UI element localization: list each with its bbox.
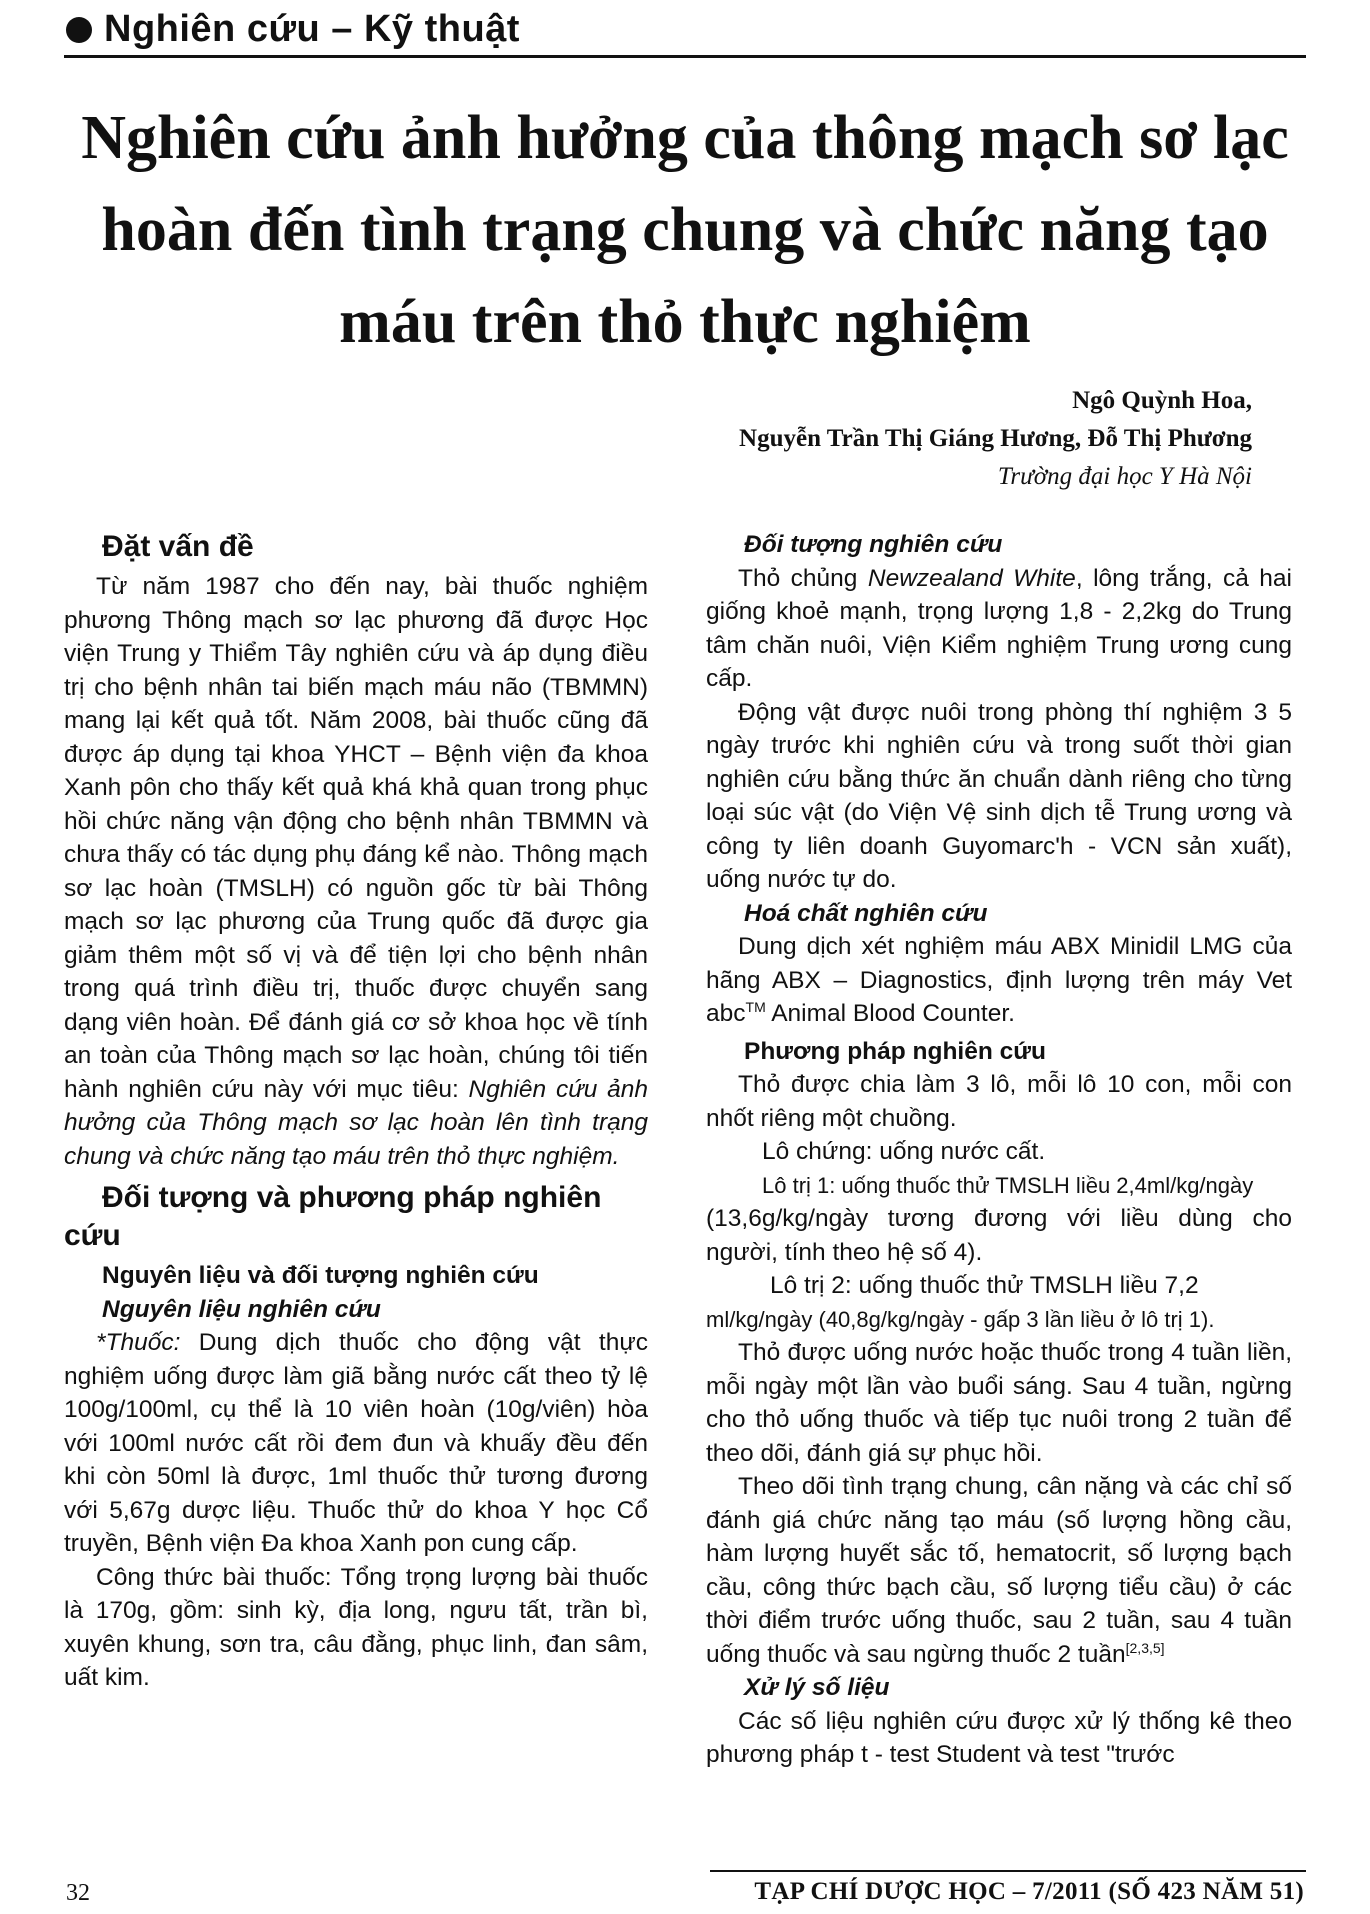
journal-footer: TẠP CHÍ DƯỢC HỌC – 7/2011 (SỐ 423 NĂM 51) — [754, 1878, 1304, 1905]
heading-method: Phương pháp nghiên cứu — [744, 1037, 1046, 1065]
section-header — [66, 8, 1304, 51]
paragraph-housing: Động vật được nuôi trong phòng thí nghiệm 3 5 ngày trước khi nghiên cứu và trong suốt thời gian nghiên cứu bằng thức ăn chuẩn dành riêng cho từng loại súc vật (do Viện Vệ sinh dịch tễ Trung ương và công ty liên doanh Guyomarc'h - VCN sản xuất), uống nước tự do. — [706, 698, 1292, 893]
paragraph-treatment-1 — [706, 1169, 1292, 1203]
paragraph-subjects — [706, 562, 1292, 696]
article-title: Nghiên cứu ảnh hưởng của thông mạch sơ lạc hoàn đến tình trạng chung và chức năng tạo máu trên thỏ thực nghiệm — [81, 104, 1289, 356]
paragraph-monitoring — [706, 1470, 1292, 1671]
rabbit-strain: Newzealand White — [867, 564, 1076, 592]
authors-line-2: Nguyễn Trần Thị Giáng Hương, Đỗ Thị Phương — [739, 425, 1252, 452]
paragraph-groups: Thỏ được chia làm 3 lô, mỗi lô 10 con, mỗi con nhốt riêng một chuồng. — [706, 1071, 1292, 1132]
monitoring-reference: [2,3,5] — [1125, 1639, 1165, 1656]
heading-methods-line-1: Đối tượng và phương pháp nghiên — [102, 1181, 602, 1214]
heading-subjects: Đối tượng nghiên cứu — [744, 531, 1003, 558]
chem-text-b: Animal Blood Counter. — [765, 1000, 1015, 1027]
heading-materials: Nguyên liệu và đối tượng nghiên cứu — [102, 1262, 539, 1289]
trademark: TM — [745, 998, 766, 1015]
paragraph-statistics: Các số liệu nghiên cứu được xử lý thống kê theo phương pháp t - test Student và test "trước — [706, 1707, 1292, 1768]
paragraph-drug — [64, 1326, 648, 1561]
header-divider — [64, 55, 1306, 58]
paragraph-dosing: Thỏ được uống nước hoặc thuốc trong 4 tuần liền, mỗi ngày một lần vào buổi sáng. Sau 4 tuần, ngừng cho thỏ uống thuốc và tiếp tục nuôi trong 2 tuần để theo dõi, đánh giá sự phục hồi. — [706, 1339, 1292, 1467]
paragraph-treatment-2: Lô trị 2: uống thuốc thử TMSLH liều 7,2 — [770, 1272, 1199, 1299]
heading-chemicals: Hoá chất nghiên cứu — [744, 899, 988, 927]
footer-divider — [710, 1870, 1306, 1872]
drug-text: Dung dịch thuốc cho động vật thực nghiệm uống được làm giã bằng nước cất theo tỷ lệ 100g/100ml, cụ thể là 10 viên hoàn (10g/viên) hòa với 100ml nước cất rồi đem đun và khuấy đều đến khi còn 50ml là được, 1ml thuốc thử tương đương với 5,67g dược liệu. Thuốc thử do khoa Y học Cổ truyền, Bệnh viện Đa khoa Xanh pon cung cấp. — [64, 1329, 648, 1557]
monitoring-text: Theo dõi tình trạng chung, cân nặng và các chỉ số đánh giá chức năng tạo máu (số lượng hồng cầu, hàm lượng huyết sắc tố, hematocrit, số lượng bạch cầu, công thức bạch cầu, số lượng tiểu cầu) ở các thời điểm trước uống thuốc, sau 2 tuần, sau 4 tuần uống thuốc và sau ngừng thuốc 2 tuần — [706, 1473, 1292, 1668]
paragraph-treatment-1-b: (13,6g/kg/ngày tương đương với liều dùng cho người, tính theo hệ số 4). — [706, 1205, 1292, 1266]
heading-materials-sub: Nguyên liệu nghiên cứu — [102, 1295, 381, 1323]
chem-text-a: Dung dịch xét nghiệm máu ABX Minidil LMG của hãng ABX – Diagnostics, định lượng trên máy Vet abc — [706, 933, 1292, 1027]
paragraph-formula: Công thức bài thuốc: Tổng trọng lượng bài thuốc là 170g, gồm: sinh kỳ, địa long, ngưu tất, trần bì, xuyên khung, sơn tra, câu đằng, phục linh, đan sâm, uất kim. — [64, 1563, 648, 1691]
left-column — [64, 528, 648, 1695]
page-number: 32 — [66, 1880, 90, 1906]
bullet-icon — [66, 17, 92, 43]
paragraph-treatment-2-b: ml/kg/ngày (40,8g/kg/ngày - gấp 3 lần liều ở lô trị 1). — [706, 1306, 1215, 1332]
drug-label: *Thuốc: — [96, 1329, 181, 1356]
subjects-text-a: Thỏ chủng — [738, 564, 868, 592]
heading-introduction: Đặt vấn đề — [102, 530, 254, 563]
paragraph-chemicals — [706, 930, 1292, 1031]
treatment-1-line-a: Lô trị 1: uống thuốc thử TMSLH liều 2,4ml/kg/ngày — [762, 1172, 1254, 1198]
heading-methods — [64, 1179, 648, 1255]
authors-line-1: Ngô Quỳnh Hoa, — [1072, 387, 1252, 414]
heading-statistics: Xử lý số liệu — [744, 1674, 890, 1701]
section-label: Nghiên cứu – Kỹ thuật — [104, 8, 520, 50]
paragraph-control-group: Lô chứng: uống nước cất. — [762, 1138, 1046, 1165]
paragraph-introduction — [64, 570, 648, 1173]
author-block — [739, 382, 1252, 496]
intro-text: Từ năm 1987 cho đến nay, bài thuốc nghiệm phương Thông mạch sơ lạc phương đã được Học viện Trung y Thiểm Tây nghiên cứu và áp dụng điều trị cho bệnh nhân tai biến mạch máu não (TBMMN) mang lại kết quả tốt. Năm 2008, bài thuốc cũng đã được áp dụng tại khoa YHCT – Bệnh viện đa khoa Xanh pôn cho thấy kết quả khá khả quan trong phục hồi chức năng vận động cho bệnh nhân TBMMN và chưa thấy có tác dụng phụ đáng kể nào. Thông mạch sơ lạc hoàn (TMSLH) có nguồn gốc từ bài Thông mạch sơ lạc phương của Trung quốc đã được gia giảm thêm một số vị và để tiện lợi cho bệnh nhân trong quá trình điều trị, thuốc được chuyển sang dạng viên hoàn. Để đánh giá cơ sở khoa học về tính an toàn của Thông mạch sơ lạc hoàn, chúng tôi tiến hành nghiên cứu này với mục tiêu: — [64, 573, 648, 1103]
right-column — [706, 528, 1292, 1772]
heading-methods-line-2: cứu — [64, 1219, 121, 1252]
affiliation: Trường đại học Y Hà Nội — [997, 463, 1252, 490]
subjects-text-b: , lông trắng, cả hai giống khoẻ mạnh, trọng lượng 1,8 - 2,2kg do Trung tâm chăn nuôi, Viện Kiểm nghiệm Trung ương cung cấp. — [706, 564, 1292, 692]
study-objective: Nghiên cứu ảnh hưởng của Thông mạch sơ lạc hoàn lên tình trạng chung và chức năng tạo máu trên thỏ thực nghiệm. — [64, 1075, 648, 1170]
